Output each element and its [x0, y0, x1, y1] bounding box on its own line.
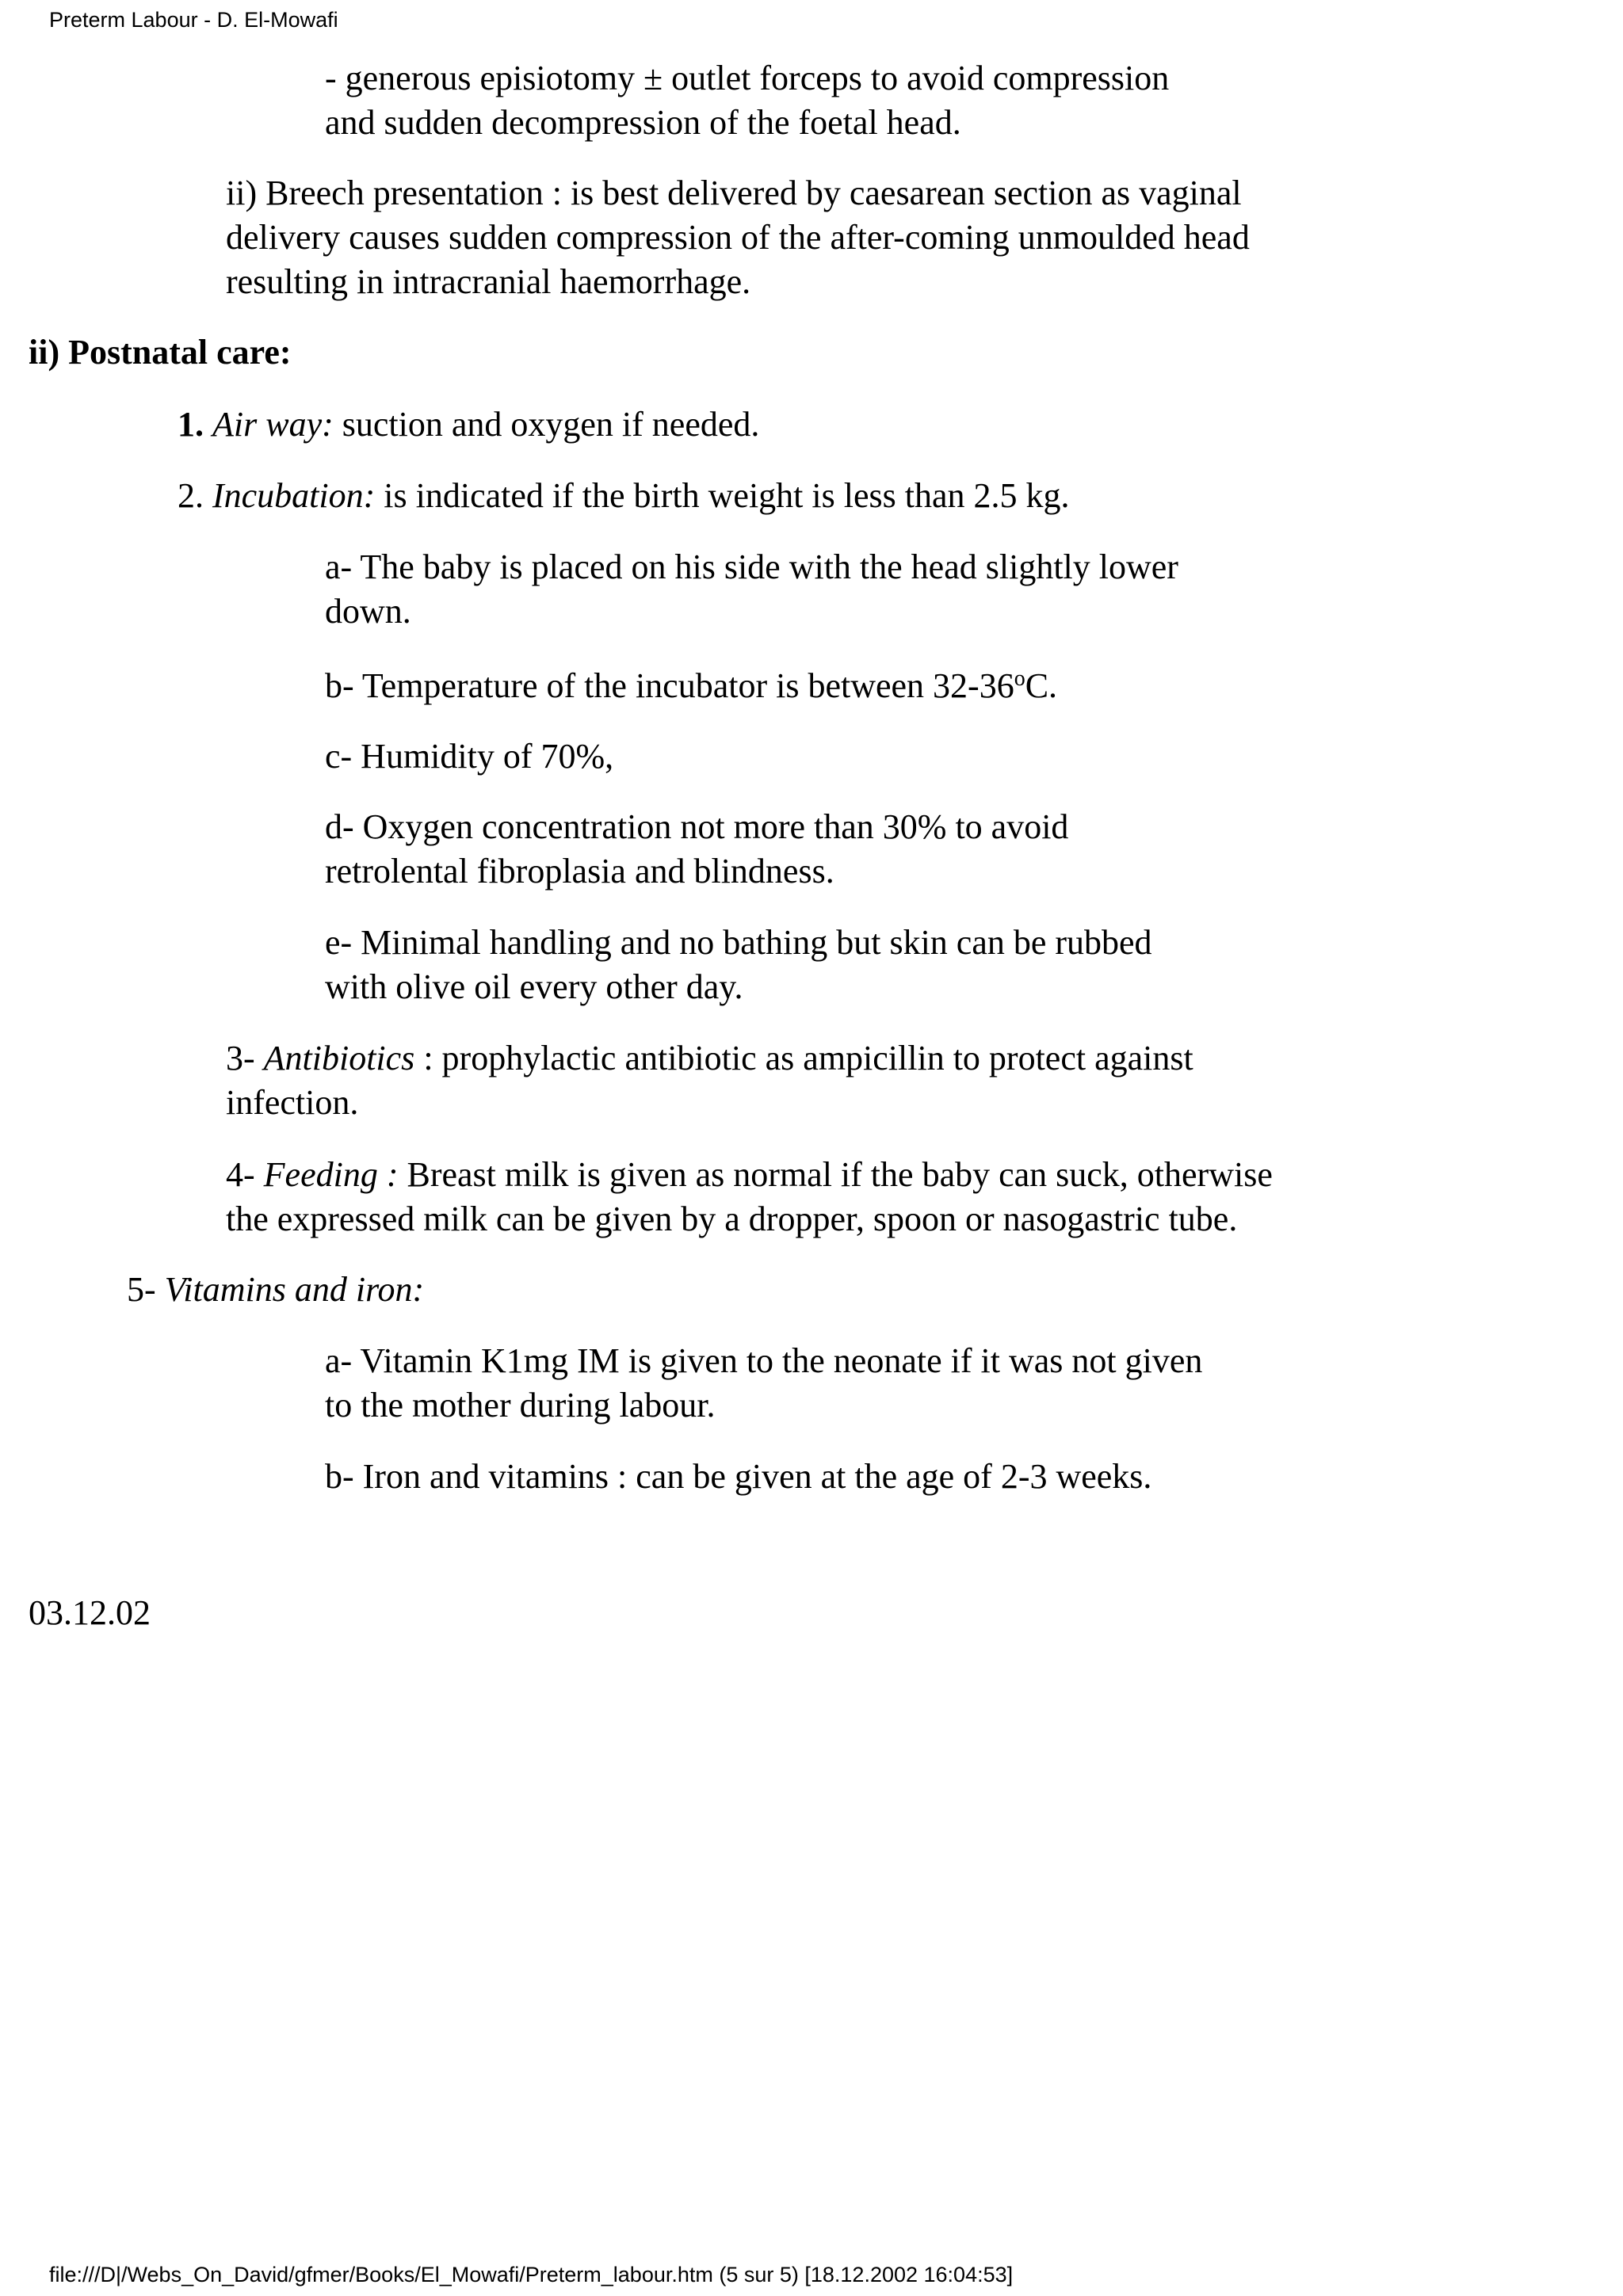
paragraph-line: and sudden decompression of the foetal head. — [325, 103, 961, 142]
item-term: Air way: — [212, 405, 334, 444]
item-number: 5- — [127, 1270, 165, 1309]
degree-superscript: o — [1014, 666, 1025, 691]
incubation-sub-d — [325, 805, 1068, 894]
item-term: Vitamins and iron: — [164, 1270, 425, 1309]
item-text: is indicated if the birth weight is less than 2.5 kg. — [375, 476, 1070, 515]
item-text: b- Temperature of the incubator is between 32-36 — [325, 666, 1014, 705]
incubation-sub-c — [325, 734, 613, 779]
item-term: Feeding : — [263, 1155, 399, 1194]
paragraph-line: to the mother during labour. — [325, 1386, 716, 1425]
breech-paragraph — [226, 171, 1250, 304]
paragraph-line: the expressed milk can be given by a dropper, spoon or nasogastric tube. — [226, 1199, 1238, 1238]
episiotomy-paragraph — [325, 56, 1169, 145]
item-number: 1. — [178, 405, 204, 444]
item-text: Breast milk is given as normal if the baby can suck, otherwise — [398, 1155, 1273, 1194]
postnatal-heading: ii) Postnatal care: — [29, 333, 292, 372]
page-footer-path: file:///D|/Webs_On_David/gfmer/Books/El_Mowafi/Preterm_labour.htm (5 sur 5) [18.12.2002 16:04:53] — [49, 2263, 1014, 2286]
paragraph-line: ii) Breech presentation : is best delivered by caesarean section as vaginal — [226, 174, 1242, 212]
item-term: Antibiotics — [263, 1039, 415, 1077]
item-number: 3- — [226, 1039, 264, 1077]
feeding-item — [226, 1153, 1273, 1241]
paragraph-line: b- Iron and vitamins : can be given at the age of 2-3 weeks. — [325, 1457, 1152, 1496]
airway-item — [178, 402, 759, 447]
paragraph-line: - generous episiotomy ± outlet forceps to avoid compression — [325, 59, 1170, 97]
paragraph-line: e- Minimal handling and no bathing but skin can be rubbed — [325, 923, 1152, 962]
vitamins-sub-b — [325, 1455, 1151, 1499]
incubation-sub-e — [325, 921, 1152, 1009]
paragraph-line: infection. — [226, 1083, 359, 1122]
document-date: 03.12.02 — [29, 1593, 151, 1632]
paragraph-line: with olive oil every other day. — [325, 967, 743, 1006]
paragraph-line: a- Vitamin K1mg IM is given to the neonate if it was not given — [325, 1341, 1203, 1380]
item-text: suction and oxygen if needed. — [333, 405, 760, 444]
item-term: Incubation: — [212, 476, 376, 515]
item-text: C. — [1025, 666, 1058, 705]
vitamins-sub-a — [325, 1339, 1202, 1428]
page-header-title: Preterm Labour - D. El-Mowafi — [49, 8, 338, 32]
item-number: 2. — [178, 476, 212, 515]
paragraph-line: down. — [325, 592, 411, 631]
item-number: 4- — [226, 1155, 264, 1194]
paragraph-line: a- The baby is placed on his side with the head slightly lower — [325, 547, 1178, 586]
antibiotics-item — [226, 1036, 1193, 1125]
incubation-sub-a — [325, 545, 1178, 634]
incubation-sub-b — [325, 664, 1057, 708]
item-text: : prophylactic antibiotic as ampicillin to protect against — [414, 1039, 1193, 1077]
paragraph-line: retrolental fibroplasia and blindness. — [325, 852, 834, 891]
paragraph-line: resulting in intracranial haemorrhage. — [226, 262, 751, 301]
paragraph-line: d- Oxygen concentration not more than 30% to avoid — [325, 807, 1069, 846]
vitamins-item — [127, 1268, 424, 1312]
paragraph-line: delivery causes sudden compression of the after-coming unmoulded head — [226, 218, 1250, 257]
incubation-item — [178, 474, 1070, 518]
paragraph-line: c- Humidity of 70%, — [325, 737, 614, 776]
